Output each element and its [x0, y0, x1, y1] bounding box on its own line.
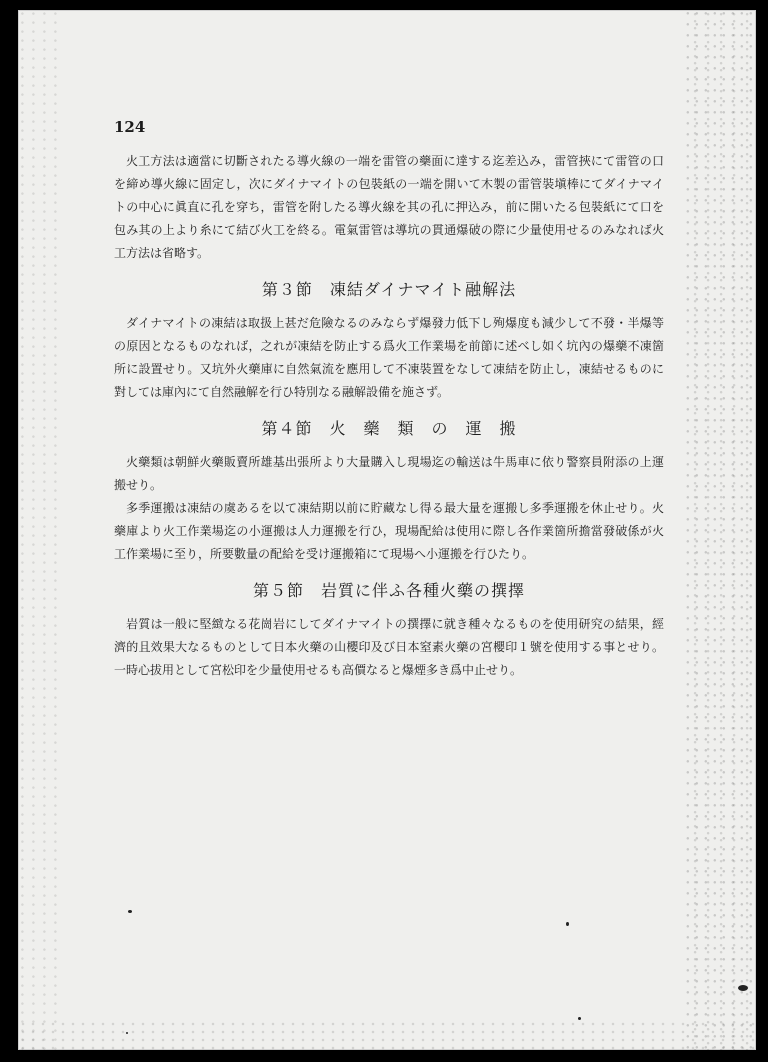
section-5-paragraph-1: 岩質は一般に堅緻なる花崗岩にしてダイナマイトの撰擇に就き種々なるものを使用研究の結果，經濟的且效果大なるものとして日本火藥の山櫻印及び日本窒素火藥の宮櫻印１號を使用する事とせり。一時心拔用として宮松印を少量使用せるも高價なると爆煙多き爲中止せり。: [114, 617, 664, 677]
section-4-paragraph-2: 多季運搬は凍結の虞あるを以て凍結期以前に貯藏なし得る最大量を運搬し多季運搬を休止せり。火藥庫より火工作業場迄の小運搬は人力運搬を行ひ，現場配給は使用に際し各作業箇所擔當發破係が火工作業場に至り，所要數量の配給を受け運搬箱にて現場へ小運搬を行ひたり。: [114, 501, 664, 561]
scan-dust-mark: [738, 985, 748, 991]
section-4-heading: 第４節 火 藥 類 の 運 搬: [261, 419, 517, 438]
scan-dust-mark: [128, 910, 132, 913]
scan-noise-left: [18, 10, 58, 1050]
intro-paragraph: 火工方法は適當に切斷されたる導火線の一端を雷管の藥面に達する迄差込み，雷管挾にて雷管の口を締め導火線に固定し，次にダイナマイトの包裝紙の一端を開いて木製の雷管裝塡棒にてダイナマイトの中心に眞直に孔を穿ち，雷管を附したる導火線を其の孔に押込み，前に開いたる包裝紙にて口を包み其の上より糸にて結び火工を終る。電氣雷管は導坑の貫通爆破の際に少量使用せるのみなれば火工方法は省略す。: [114, 154, 664, 260]
scanned-page: [18, 10, 756, 1050]
section-3-heading: 第３節 凍結ダイナマイト融解法: [261, 280, 517, 299]
page-body: [114, 150, 664, 682]
section-4-paragraph-1: 火藥類は朝鮮火藥販賣所雄基出張所より大量購入し現場迄の輸送は牛馬車に依り警察員附添の上運搬せり。: [114, 455, 664, 492]
scan-dust-mark: [126, 1032, 128, 1034]
scan-noise-bottom: [18, 1020, 756, 1050]
scan-dust-mark: [578, 1017, 581, 1020]
section-5-heading: 第５節 岩質に伴ふ各種火藥の撰擇: [252, 581, 525, 600]
page-number: 124: [114, 118, 146, 136]
scan-dust-mark: [566, 922, 569, 926]
section-3-paragraph-1: ダイナマイトの凍結は取扱上甚だ危險なるのみならず爆發力低下し殉爆度も減少して不發・半爆等の原因となるものなれば，之れが凍結を防止する爲火工作業場を前節に述べし如く坑內の爆藥不凍箇所に設置せり。又坑外火藥庫に自然氣流を應用して不凍裝置をなして凍結を防止し，凍結せるものに對しては庫內にて自然融解を行ひ特別なる融解設備を施さず。: [114, 316, 664, 399]
scan-noise-right: [686, 10, 756, 1050]
